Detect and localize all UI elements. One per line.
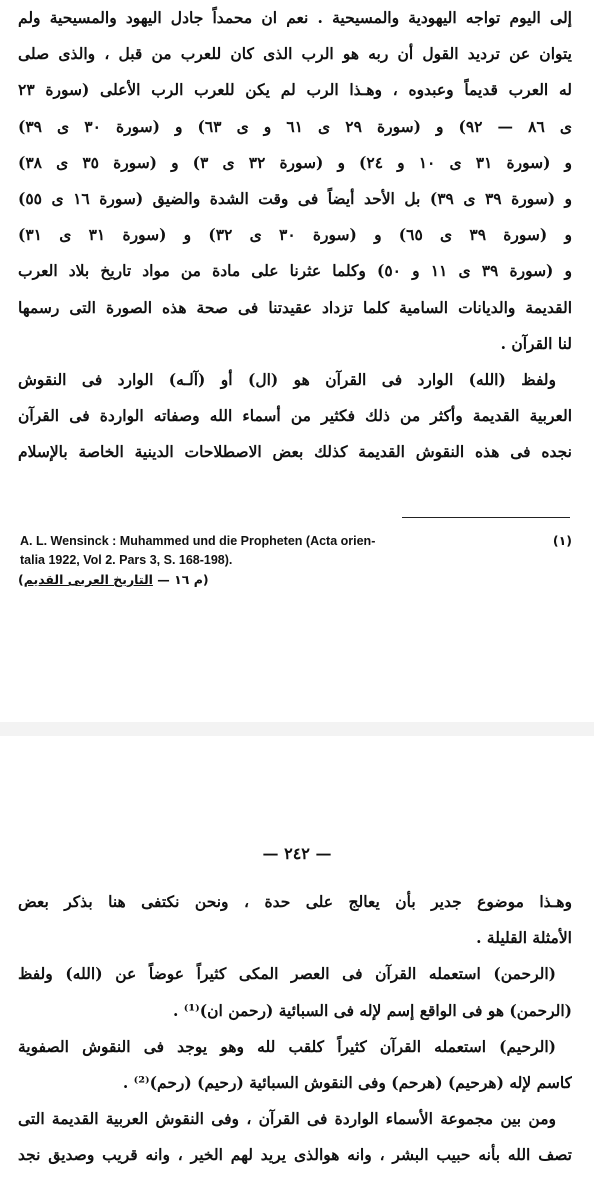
text-line: تصف الله بأنه حبيب البشر ، وانه هوالذى يريد لهم الخير ، وانه قريب وصديق نجد (18, 1145, 572, 1165)
page-number: — ٢٤٢ — (262, 844, 332, 863)
top-page-body (18, 0, 572, 471)
signature-mark (18, 572, 209, 587)
text-line: الأمثلة القليلة . (476, 928, 572, 948)
text-line: (الرحمن) استعمله القرآن فى العصر المكى كثيراً عوضاً عن (الله) ولفظ (18, 964, 556, 984)
footnote (20, 532, 572, 570)
footnote-divider (402, 517, 570, 518)
text-line: وهـذا موضوع جدير بأن يعالج على حدة ، ونحن نكتفى هنا بذكر بعض (18, 892, 572, 911)
text-line: ى ٨٦ — ٩٢) و (سورة ٢٩ ى ٦١ و ى ٦٣) و (سورة ٣٠ ى ٣٩) (18, 116, 572, 136)
text-line: نجده فى هذه النقوش القديمة كذلك بعض الاصطلاحات الدينية الخاصة بالإسلام (18, 442, 572, 462)
text-line: العربية القديمة وأكثر من ذلك فكثير من أسماء الله وصفاته الواردة فى القرآن (18, 406, 572, 426)
bottom-page (0, 736, 594, 1200)
signature-suffix: ) (18, 572, 24, 587)
text-line: لنا القرآن . (500, 333, 572, 353)
page-separator (0, 722, 594, 736)
text-line: (الرحيم) استعمله القرآن كثيراً كلقب لله وهو يوجد فى النقوش الصفوية (18, 1036, 556, 1056)
signature-prefix: (م ١٦ — (152, 572, 209, 587)
text-line: كاسم لإله (هرحيم) (هرحم) وفى النقوش السبائية (رحيم) (رحم)⁽²⁾ . (122, 1073, 572, 1093)
footnote-text-line-1: A. L. Wensinck : Muhammed und die Propheten (Acta orien- (20, 534, 376, 548)
text-line: يتوان عن ترديد القول أن ربه هو الرب الذى كان للعرب من قبل ، والذى صلى (18, 44, 572, 64)
text-line: القديمة والديانات السامية كلما تزداد عقيدتنا فى صحة هذه الصورة التى رسمها (18, 297, 572, 317)
footnote-number: (١) (552, 533, 572, 548)
text-line: و (سورة ٣٩ ى ١١ و ٥٠) وكلما عثرنا على مادة من مواد تاريخ بلاد العرب (18, 261, 572, 281)
text-line: (الرحمن) هو فى الواقع إسم لإله فى السبائية (رحمن ان)⁽¹⁾ . (172, 1000, 572, 1020)
text-line: ولفظ (الله) الوارد فى القرآن هو (ال) أو (آلـه) الوارد فى النقوش (18, 370, 556, 390)
text-line: له العرب قديماً وعبدوه ، وهـذا الرب لم يكن للعرب الرب الأعلى (سورة ٢٣ (18, 80, 572, 100)
text-line: و (سورة ٣١ ى ١٠ و ٢٤) و (سورة ٣٢ ى ٣) و (سورة ٣٥ ى ٣٨) (18, 152, 572, 172)
footnote-text-line-2: talia 1922, Vol 2. Pars 3, S. 168-198). (20, 553, 233, 567)
text-line: إلى اليوم تواجه اليهودية والمسيحية . نعم ان محمداً جادل اليهود والمسيحية ولم (18, 8, 572, 27)
text-line: و (سورة ٣٩ ى ٦٥) و (سورة ٣٠ ى ٣٢) و (سورة ٣١ ى ٣١) (18, 225, 572, 245)
book-title: التاريخ العربى القديم (23, 572, 153, 587)
text-line: ومن بين مجموعة الأسماء الواردة فى القرآن ، وفى النقوش العربية القديمة التى (18, 1109, 556, 1129)
bottom-page-body (18, 884, 572, 1174)
text-line: و (سورة ٣٩ ى ٣٩) بل الأحد أيضاً فى وقت الشدة والضيق (سورة ١٦ ى ٥٥) (18, 189, 572, 209)
